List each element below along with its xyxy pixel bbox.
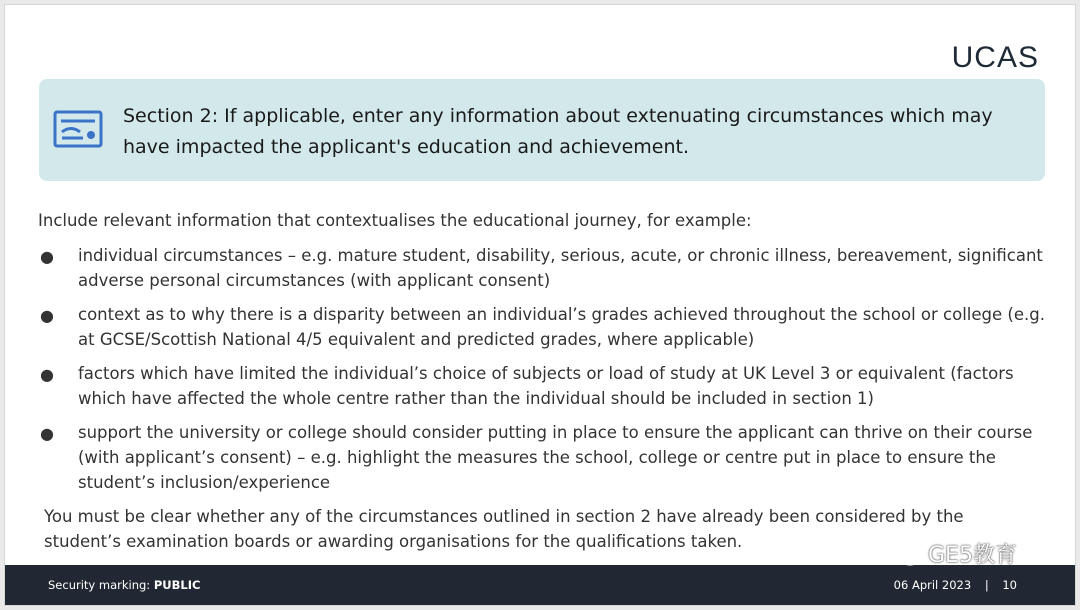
bullet-dot-icon: ● (40, 424, 54, 443)
footer-bar (5, 565, 1075, 605)
watermark (888, 538, 1017, 569)
bullet-item (38, 243, 1048, 293)
section-callout (39, 79, 1045, 181)
callout-text: Section 2: If applicable, enter any information about extenuating circumstances which may have impacted the applicant's education and achievement. (123, 105, 993, 158)
bullet-text: support the university or college should consider putting in place to ensure the applicant can thrive on their course (with applicant’s consent) – e.g. highlight the measures the school, college or centre put in place to ensure the student’s inclusion/experience (78, 423, 1033, 492)
bullet-list (38, 243, 1048, 495)
slide (4, 4, 1076, 606)
wechat-icon (888, 540, 922, 568)
security-value: PUBLIC (153, 578, 201, 592)
footer-separator: | (984, 578, 989, 592)
bullet-dot-icon: ● (40, 365, 54, 384)
bullet-dot-icon: ● (40, 306, 54, 325)
watermark-text: GE5教育 (928, 543, 1017, 568)
bullet-item (38, 302, 1048, 352)
bullet-item (38, 420, 1048, 495)
bullet-text: context as to why there is a disparity between an individual’s grades achieved throughout the school or college (e.g. at GCSE/Scottish National 4/5 equivalent and predicted grades, where applicable) (78, 305, 1045, 349)
bullet-text: individual circumstances – e.g. mature student, disability, serious, acute, or chronic illness, bereavement, significant adverse personal circumstances (with applicant consent) (78, 246, 1043, 290)
closing-text: You must be clear whether any of the circumstances outlined in section 2 have already been considered by the student’s examination boards or awarding organisations for the qualifications taken. (44, 507, 964, 551)
bullet-dot-icon: ● (40, 247, 54, 266)
bullet-item (38, 361, 1048, 411)
security-label: Security marking: (48, 578, 151, 592)
footer-meta (894, 578, 1017, 592)
security-marking (48, 578, 200, 592)
ucas-logo: UCAS (951, 41, 1039, 74)
intro-text: Include relevant information that contextualises the educational journey, for example: (38, 211, 752, 230)
bullet-text: factors which have limited the individual’s choice of subjects or load of study at UK Level 3 or equivalent (factors which have affected the whole centre rather than the individual should be included in section 1) (78, 364, 1014, 408)
footer-date: 06 April 2023 (893, 578, 972, 592)
id-card-icon (53, 110, 103, 148)
page-number: 10 (1002, 578, 1017, 592)
